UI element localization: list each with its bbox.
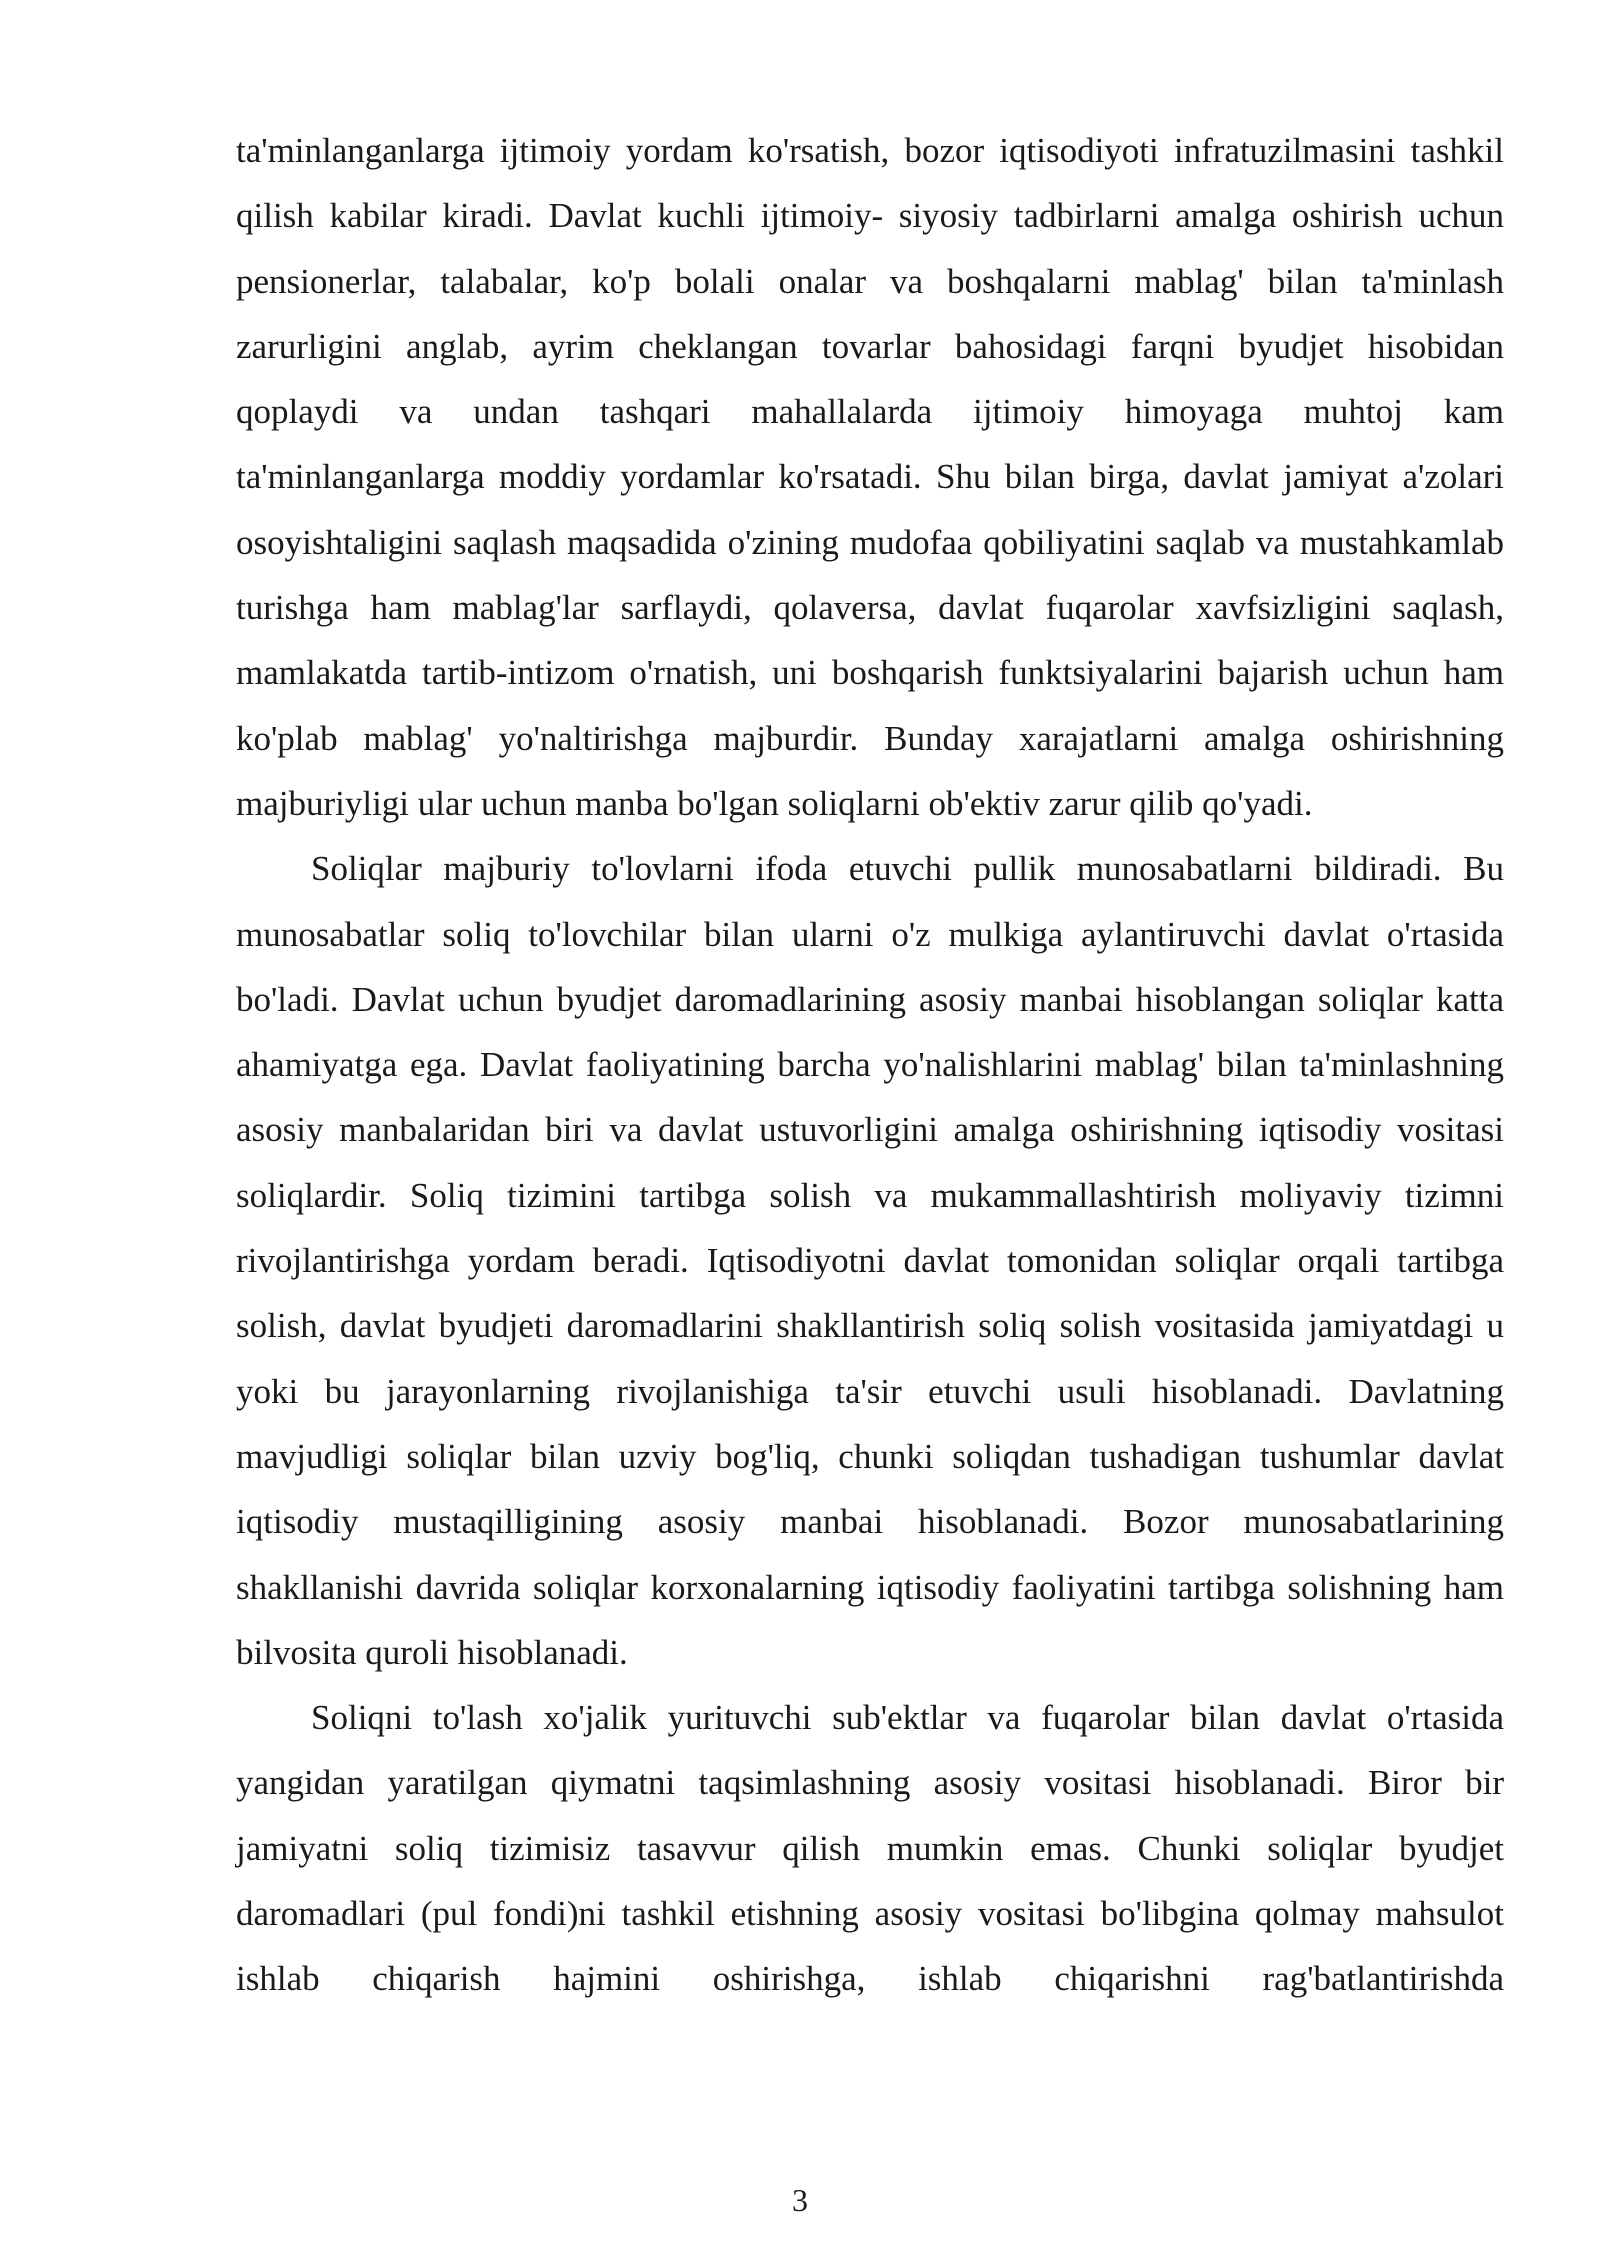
page-number: 3 xyxy=(792,2182,808,2218)
paragraph-soliqni-tolash: Soliqni to'lash xo'jalik yurituvchi sub'ektlar va fuqarolar bilan davlat o'rtasida yangidan yaratilgan qiymatni taqsimlashning asosiy vositasi hisoblanadi. Biror bir jamiyatni soliq tizimisiz tasavvur qilish mumkin emas. Chunki soliqlar byudjet daromadlari (pul fondi)ni tashkil etishning asosiy vositasi bo'libgina qolmay mahsulot ishlab chiqarish hajmini oshirishga, ishlab chiqarishni rag'batlantirishda xyxy=(236,1698,1504,1999)
paragraph-continued: ta'minlanganlarga ijtimoiy yordam ko'rsatish, bozor iqtisodiyoti infratuzilmasini tashkil qilish kabilar kiradi. Davlat kuchli ijtimoiy- siyosiy tadbirlarni amalga oshirish uchun pensionerlar, talabalar, ko'p bolali onalar va boshqalarni mablag' bilan ta'minlash zarurligini anglab, ayrim cheklangan tovarlar bahosidagi farqni byudjet hisobidan qoplaydi va undan tashqari mahallalarda ijtimoiy himoyaga muhtoj kam ta'minlanganlarga moddiy yordamlar ko'rsatadi. Shu bilan birga, davlat jamiyat a'zolari osoyishtaligini saqlash maqsadida o'zining mudofaa qobiliyatini saqlab va mustahkamlab turishga ham mablag'lar sarflaydi, qolaversa, davlat fuqarolar xavfsizligini saqlash, mamlakatda tartib-intizom o'rnatish, uni boshqarish funktsiyalarini bajarish uchun ham ko'plab mablag' yo'naltirishga majburdir. Bunday xarajatlarni amalga oshirishning majburiyligi ular uchun manba bo'lgan soliqlarni ob'ektiv zarur qilib qo'yadi. xyxy=(236,131,1504,823)
document-body xyxy=(236,118,1504,2012)
paragraph-soliqlar-majburiy: Soliqlar majburiy to'lovlarni ifoda etuvchi pullik munosabatlarni bildiradi. Bu munosabatlar soliq to'lovchilar bilan ularni o'z mulkiga aylantiruvchi davlat o'rtasida bo'ladi. Davlat uchun byudjet daromadlarining asosiy manbai hisoblangan soliqlar katta ahamiyatga ega. Davlat faoliyatining barcha yo'nalishlarini mablag' bilan ta'minlashning asosiy manbalaridan biri va davlat ustuvorligini amalga oshirishning iqtisodiy vositasi soliqlardir. Soliq tizimini tartibga solish va mukammallashtirish moliyaviy tizimni rivojlantirishga yordam beradi. Iqtisodiyotni davlat tomonidan soliqlar orqali tartibga solish, davlat byudjeti daromadlarini shakllantirish soliq solish vositasida jamiyatdagi u yoki bu jarayonlarning rivojlanishiga ta'sir etuvchi usuli hisoblanadi. Davlatning mavjudligi soliqlar bilan uzviy bog'liq, chunki soliqdan tushadigan tushumlar davlat iqtisodiy mustaqilligining asosiy manbai hisoblanadi. Bozor munosabatlarining shakllanishi davrida soliqlar korxonalarning iqtisodiy faoliyatini tartibga solishning ham bilvosita quroli hisoblanadi. xyxy=(236,849,1504,1672)
